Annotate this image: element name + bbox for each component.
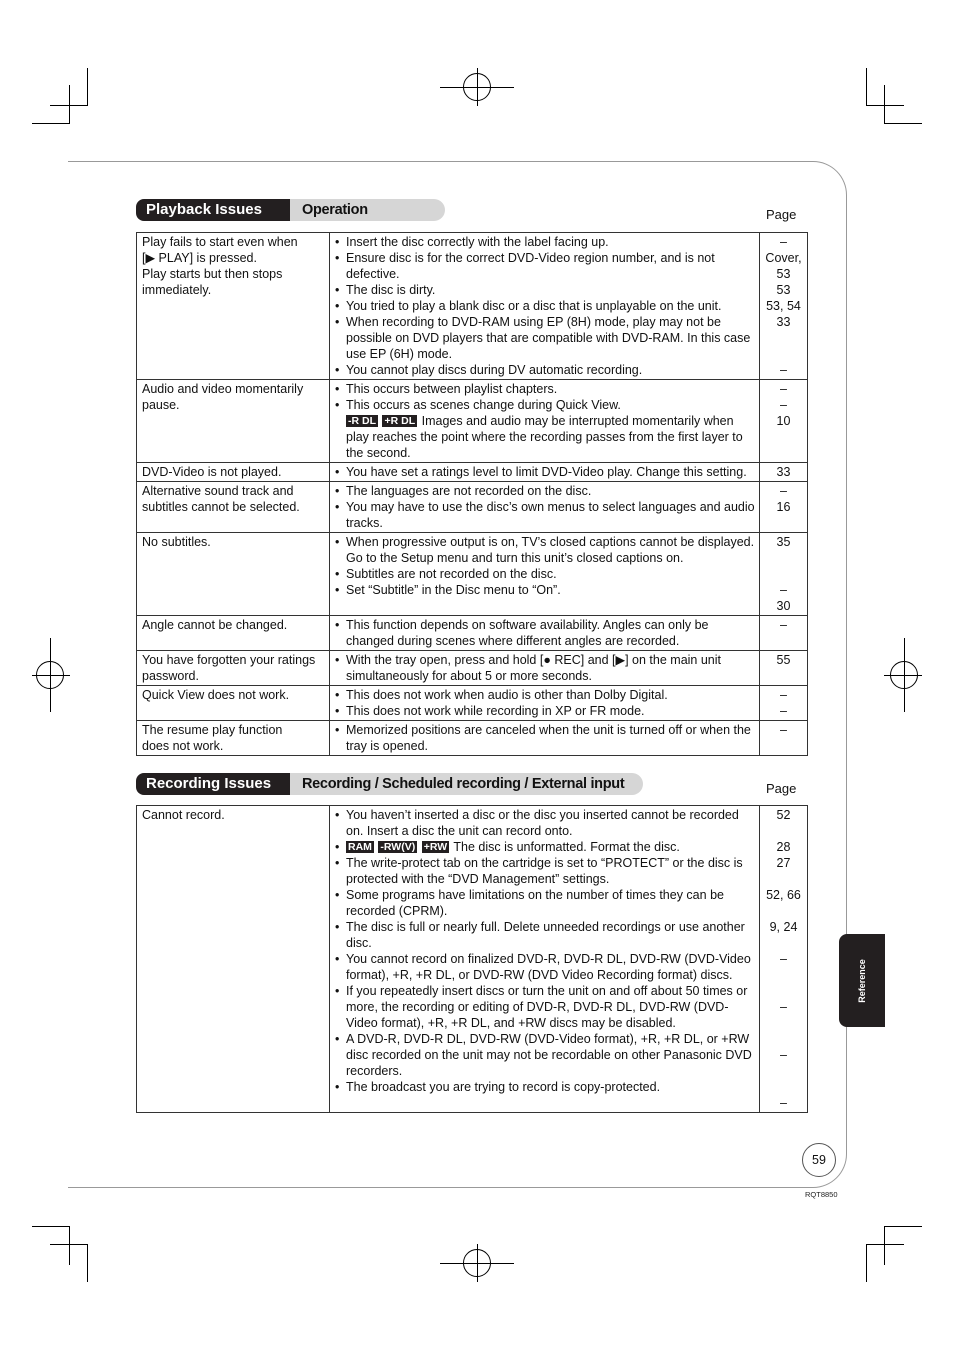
solution-item [335, 250, 755, 282]
problem-cell [137, 651, 330, 686]
problem-text: immediately. [142, 283, 212, 297]
crop-mark [50, 1244, 88, 1245]
page-reference: – [780, 484, 787, 498]
table-row [137, 482, 808, 533]
problem-text: Audio and video momentarily [142, 382, 304, 396]
page-reference [762, 1079, 805, 1095]
page-reference: – [780, 952, 787, 966]
page-frame-bottom [68, 1187, 813, 1188]
document-code: RQT8850 [805, 1190, 838, 1199]
solution-text: You haven’t inserted a disc or the disc you inserted cannot be recorded on. Insert a disc the unit can record onto. [346, 808, 739, 838]
solution-text: Some programs have limitations on the number of times they can be recorded (CPRM). [346, 888, 724, 918]
solution-item [335, 887, 755, 919]
solution-cell [330, 806, 760, 1113]
solution-text: The disc is full or nearly full. Delete unneeded recordings or use another disc. [346, 920, 745, 950]
problem-text: Alternative sound track and [142, 484, 294, 498]
page-reference-cell [760, 233, 808, 380]
solution-cell [330, 463, 760, 482]
reference-side-tab [839, 934, 885, 1027]
crop-mark [884, 1226, 885, 1265]
table-row [137, 463, 808, 482]
page-reference: 10 [776, 414, 791, 428]
table-row [137, 651, 808, 686]
recording-issues-tab: Recording Issues [136, 773, 290, 795]
crop-mark [866, 1244, 867, 1282]
solution-cell [330, 482, 760, 533]
page-reference [762, 903, 805, 919]
page-reference: 35 [776, 535, 791, 549]
solution-text: The disc is unformatted. Format the disc. [453, 840, 680, 854]
solution-item [335, 807, 755, 839]
page-reference: – [780, 363, 787, 377]
solution-item [335, 652, 755, 684]
problem-cell [137, 380, 330, 463]
page-reference: 52, 66 [766, 888, 801, 902]
page-frame-top [68, 161, 813, 162]
page-reference: 53, 54 [766, 299, 801, 313]
solution-cell [330, 651, 760, 686]
solution-item [335, 413, 755, 461]
solution-item [335, 362, 755, 378]
playback-issues-tab: Playback Issues [136, 199, 290, 221]
page-reference: – [780, 704, 787, 718]
solution-item [335, 464, 755, 480]
solution-text: The languages are not recorded on the disc. [346, 484, 592, 498]
table-row [137, 380, 808, 463]
table-row [137, 721, 808, 756]
problem-cell [137, 482, 330, 533]
solution-item [335, 1079, 755, 1095]
solution-text: This does not work while recording in XP or FR mode. [346, 704, 645, 718]
problem-text: pause. [142, 398, 180, 412]
solution-text: This occurs between playlist chapters. [346, 382, 558, 396]
page-reference: – [780, 235, 787, 249]
problem-cell [137, 616, 330, 651]
registration-line [884, 675, 922, 676]
solution-cell [330, 616, 760, 651]
solution-item [335, 703, 755, 719]
solution-item [335, 566, 755, 582]
disc-type-badge: RAM [348, 841, 372, 853]
problem-text: DVD-Video is not played. [142, 465, 282, 479]
crop-mark [87, 1244, 88, 1282]
problem-text: password. [142, 669, 199, 683]
page-column-label: Page [766, 207, 797, 222]
solution-text: You tried to play a blank disc or a disc that is unplayable on the unit. [346, 299, 722, 313]
solution-text: You have set a ratings level to limit DVD-Video play. Change this setting. [346, 465, 747, 479]
disc-type-badge: -RW(V) [380, 841, 416, 853]
problem-cell [137, 463, 330, 482]
solution-item [335, 483, 755, 499]
solution-text: The disc is dirty. [346, 283, 436, 297]
problem-cell [137, 686, 330, 721]
problem-cell [137, 721, 330, 756]
problem-cell [137, 806, 330, 1113]
solution-text: Subtitles are not recorded on the disc. [346, 567, 557, 581]
page-reference: 30 [776, 599, 791, 613]
solution-item [335, 687, 755, 703]
table-row [137, 616, 808, 651]
solution-item [335, 582, 755, 598]
solution-item [335, 839, 755, 855]
crop-mark [50, 105, 88, 106]
crop-mark [69, 1226, 70, 1265]
problem-text: Play fails to start even when [142, 235, 298, 249]
page-reference: – [780, 723, 787, 737]
problem-text: No subtitles. [142, 535, 211, 549]
page-reference [762, 566, 805, 582]
page-reference: – [780, 382, 787, 396]
solution-text: If you repeatedly insert discs or turn the unit on and off about 50 times or more, the recording or editing of DVD-R, DVD-R DL, DVD-RW (DVD-Video format), +R, +R DL, and +RW discs may be disabled. [346, 984, 748, 1030]
side-tab-label: Reference [857, 958, 867, 1003]
problem-text: Cannot record. [142, 808, 225, 822]
page-reference: – [780, 1000, 787, 1014]
page-reference-cell [760, 380, 808, 463]
table-row [137, 806, 808, 1113]
problem-text: does not work. [142, 739, 224, 753]
page-reference: 53 [776, 267, 791, 281]
solution-text: The write-protect tab on the cartridge is set to “PROTECT” or the disc is protected with the “DVD Management” settings. [346, 856, 743, 886]
solution-item [335, 499, 755, 531]
solution-item [335, 722, 755, 754]
solution-item [335, 314, 755, 362]
solution-text: This function depends on software availability. Angles can only be changed during scenes where different angles are recorded. [346, 618, 709, 648]
page-reference [762, 1063, 805, 1079]
solution-text: When progressive output is on, TV’s closed captions cannot be displayed. Go to the Setup menu and turn this unit’s closed captions on. [346, 535, 755, 565]
page-reference [762, 330, 805, 346]
recording-troubleshooting-table [136, 805, 808, 1113]
page-reference-cell [760, 806, 808, 1113]
page-number: 59 [802, 1143, 836, 1177]
page-reference-cell [760, 482, 808, 533]
table-row [137, 686, 808, 721]
problem-text: The resume play function [142, 723, 283, 737]
solution-item [335, 234, 755, 250]
disc-type-badge: +RW [423, 841, 448, 853]
solution-item [335, 534, 755, 566]
page-reference: – [780, 688, 787, 702]
solution-text: Ensure disc is for the correct DVD-Video region number, and is not defective. [346, 251, 715, 281]
solution-item [335, 1031, 755, 1079]
solution-item [335, 919, 755, 951]
page-reference-cell [760, 721, 808, 756]
page-frame-right [813, 161, 847, 1188]
page-reference: 33 [776, 315, 791, 329]
problem-text: Play starts but then stops [142, 267, 283, 281]
registration-line [477, 68, 478, 106]
page-reference-cell [760, 463, 808, 482]
page-reference-cell [760, 616, 808, 651]
page-reference: – [780, 398, 787, 412]
page-reference: – [780, 1048, 787, 1062]
problem-text: [▶ PLAY] is pressed. [142, 251, 257, 265]
solution-text: Insert the disc correctly with the label facing up. [346, 235, 609, 249]
solution-text: Set “Subtitle” in the Disc menu to “On”. [346, 583, 561, 597]
page-reference: 27 [776, 856, 791, 870]
page-reference: 33 [776, 465, 791, 479]
solution-text: Images and audio may be interrupted momentarily when play reaches the point where the recording passes from the first layer to the second. [346, 414, 743, 460]
solution-item [335, 855, 755, 887]
problem-text: You have forgotten your ratings [142, 653, 316, 667]
solution-text: You cannot play discs during DV automatic recording. [346, 363, 643, 377]
solution-text: Memorized positions are canceled when the unit is turned off or when the tray is opened. [346, 723, 751, 753]
page-reference: 53 [776, 283, 791, 297]
solution-item [335, 282, 755, 298]
playback-troubleshooting-table [136, 232, 808, 756]
page-reference [762, 935, 805, 951]
page-reference: 28 [776, 840, 791, 854]
table-row [137, 233, 808, 380]
page-reference: 9, 24 [769, 920, 798, 934]
problem-cell [137, 233, 330, 380]
page-reference [762, 1015, 805, 1031]
solution-item [335, 298, 755, 314]
solution-cell [330, 380, 760, 463]
solution-text: This occurs as scenes change during Quick View. [346, 398, 621, 412]
solution-cell [330, 686, 760, 721]
problem-text: Quick View does not work. [142, 688, 290, 702]
solution-item [335, 397, 755, 413]
page-reference: – [780, 583, 787, 597]
crop-mark [32, 123, 70, 124]
disc-type-badge: +R DL [384, 415, 416, 427]
page-reference [762, 823, 805, 839]
crop-mark [866, 105, 904, 106]
page-reference: 16 [776, 500, 791, 514]
solution-text: The broadcast you are trying to record is copy-protected. [346, 1080, 661, 1094]
solution-item [335, 617, 755, 649]
page-reference: 55 [776, 653, 791, 667]
registration-line [50, 638, 51, 712]
crop-mark [866, 68, 867, 106]
solution-text: When recording to DVD-RAM using EP (8H) mode, play may not be possible on DVD players that are compatible with DVD-RAM. In this case use EP (6H) mode. [346, 315, 751, 361]
page-column-label: Page [766, 781, 797, 796]
solution-text: You cannot record on finalized DVD-R, DVD-R DL, DVD-RW (DVD-Video format), +R, +R DL, or DVD-RW (DVD Video Recording format) discs. [346, 952, 751, 982]
solution-text: You may have to use the disc’s own menus to select languages and audio tracks. [346, 500, 755, 530]
solution-cell [330, 533, 760, 616]
page-reference: Cover, [765, 251, 802, 265]
crop-mark [866, 1244, 904, 1245]
page-reference [762, 871, 805, 887]
page-reference [762, 967, 805, 983]
solution-item [335, 951, 755, 983]
solution-cell [330, 233, 760, 380]
page-reference-cell [760, 686, 808, 721]
page-reference [762, 346, 805, 362]
crop-mark [884, 1226, 922, 1227]
table-row [137, 533, 808, 616]
disc-type-badge: -R DL [348, 415, 376, 427]
registration-line [32, 675, 70, 676]
crop-mark [32, 1226, 70, 1227]
problem-text: Angle cannot be changed. [142, 618, 288, 632]
page-reference-cell [760, 533, 808, 616]
page-reference [762, 1031, 805, 1047]
problem-cell [137, 533, 330, 616]
solution-text: A DVD-R, DVD-R DL, DVD-RW (DVD-Video format), +R, +R DL, or +RW disc recorded on the unit may not be recordable on other Panasonic DVD recorders. [346, 1032, 752, 1078]
solution-text: This does not work when audio is other than Dolby Digital. [346, 688, 668, 702]
page-reference: – [780, 618, 787, 632]
page-reference [762, 550, 805, 566]
page-reference [762, 983, 805, 999]
solution-item [335, 381, 755, 397]
problem-text: subtitles cannot be selected. [142, 500, 300, 514]
recording-subtab: Recording / Scheduled recording / External input [290, 773, 643, 795]
registration-line [904, 638, 905, 712]
crop-mark [87, 68, 88, 106]
solution-text: With the tray open, press and hold [● REC] and [▶] on the main unit simultaneously for about 5 or more seconds. [346, 653, 721, 683]
registration-line [477, 1244, 478, 1282]
page-reference: – [780, 1096, 787, 1110]
crop-mark [884, 123, 922, 124]
solution-cell [330, 721, 760, 756]
page-reference-cell [760, 651, 808, 686]
operation-subtab: Operation [290, 199, 445, 221]
page-reference: 52 [776, 808, 791, 822]
solution-item [335, 983, 755, 1031]
